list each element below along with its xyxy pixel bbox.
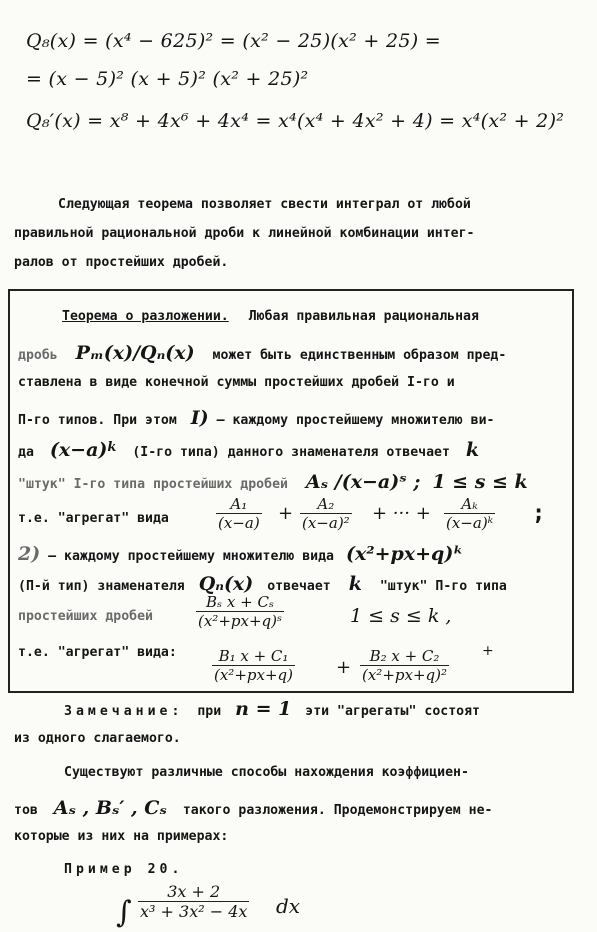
formula-q8-factorization: Q₈(x) = (x⁴ − 625)² = (x² − 25)(x² + 25) =: [26, 30, 441, 52]
fraction-denominator: (x²+px+q)ˢ: [198, 612, 283, 630]
theorem-line-5-text-a: да: [18, 445, 34, 460]
theorem-type1-range: 1 ≤ s ≤ k: [432, 471, 528, 493]
theorem-line-9-text-a: (П-й тип) знаменателя: [18, 579, 185, 594]
formula-q8-prime: Q₈′(x) = x⁸ + 4x⁶ + 4x⁴ = x⁴(x⁴ + 4x² + 4) = x⁴(x² + 2)²: [26, 110, 565, 132]
theorem-line-2: [18, 342, 506, 364]
methods-line-2-text-a: тов: [14, 803, 38, 818]
fraction-denominator: (x²+px+q)²: [362, 666, 447, 684]
fraction-denominator: (x−a): [218, 514, 260, 532]
theorem-line-2-word: дробь: [18, 348, 58, 363]
methods-line-3: которые из них на примерах:: [14, 829, 229, 844]
theorem-line-4: [18, 407, 494, 429]
remark-line-1: [64, 698, 480, 720]
theorem-linear-factor: (x−a): [49, 439, 108, 461]
methods-line-2: [14, 797, 493, 819]
fraction-numerator: A₂: [317, 495, 335, 513]
integral-sign-icon: ∫: [116, 895, 132, 930]
plus-sign-trailing: +: [482, 643, 494, 659]
fraction-numerator: B₂ x + C₂: [369, 647, 440, 665]
aggregate2-fraction-2: [360, 647, 449, 684]
methods-coefficients: Aₛ , Bₛ′ , Cₛ: [53, 797, 167, 819]
type2-range: 1 ≤ s ≤ k ,: [350, 605, 452, 627]
plus-sign: +: [278, 503, 294, 524]
theorem-line-1-text: Любая правильная рациональная: [248, 309, 479, 324]
example-integrand: [138, 882, 249, 921]
remark-line-2: из одного слагаемого.: [14, 731, 181, 746]
fraction-denominator: (x−a)ᵏ: [446, 514, 494, 532]
theorem-box: [8, 289, 574, 693]
methods-line-2-text-b: такого разложения. Продемонстрируем не-: [182, 803, 493, 818]
theorem-line-6-text: "штук" I-го типа простейших дробей: [18, 477, 288, 492]
theorem-line-1: [62, 309, 479, 324]
intro-paragraph: [14, 190, 584, 277]
aggregate1-fraction-a1: [216, 495, 262, 532]
theorem-quadratic-factor: (x²+px+q)ᵏ: [345, 543, 464, 565]
semicolon: ;: [532, 501, 546, 526]
type2-fraction: [196, 593, 284, 630]
theorem-line-2-text: может быть единственным образом пред-: [212, 348, 507, 363]
ellipsis-plus: + ··· +: [372, 503, 431, 524]
example-dx: dx: [276, 894, 301, 918]
theorem-line-7-text: т.е. "агрегат" вида: [18, 511, 169, 526]
remark-text-b: эти "агрегаты" состоят: [305, 704, 480, 719]
theorem-line-6: [18, 471, 528, 493]
theorem-k-symbol: k: [465, 439, 480, 461]
theorem-line-9: [18, 573, 507, 595]
aggregate1-fraction-ak: [444, 495, 495, 532]
integrand-numerator: 3x + 2: [167, 882, 221, 901]
integrand-denominator: x³ + 3x² − 4x: [140, 902, 248, 921]
intro-line-1: Следующая теорема позволяет свести интеграл от любой: [58, 197, 471, 212]
theorem-line-5-text-b: (I-го типа) данного знаменателя отвечает: [132, 445, 450, 460]
remark-label: Замечание:: [64, 704, 184, 719]
theorem-line-8: [18, 543, 463, 565]
theorem-linear-factor-exponent: k: [107, 439, 117, 455]
theorem-line-4-text-a: П-го типов. При этом: [18, 413, 177, 428]
fraction-numerator: B₁ x + C₁: [218, 647, 289, 665]
methods-line-1: Существуют различные способы нахождения коэффициен-: [64, 765, 469, 780]
intro-line-2: правильной рациональной дроби к линейной комбинации интег-: [14, 226, 475, 241]
theorem-item-2-marker: 2): [18, 543, 41, 565]
aggregate2-fraction-1: [212, 647, 295, 684]
theorem-item-1-marker: I): [190, 407, 209, 429]
theorem-line-4-text-b: – каждому простейшему множителю ви-: [216, 413, 495, 428]
theorem-line-9-text-c: "штук" П-го типа: [379, 579, 507, 594]
formula-q8-squared-factors: = (x − 5)² (x + 5)² (x² + 25)²: [26, 68, 309, 90]
plus-sign: +: [336, 657, 352, 678]
fraction-denominator: (x²+px+q): [214, 666, 293, 684]
theorem-line-10-text: простейших дробей: [18, 609, 153, 624]
fraction-denominator: (x−a)²: [302, 514, 350, 532]
fraction-numerator: Bₛ x + Cₛ: [206, 593, 274, 611]
theorem-line-5: [18, 439, 479, 461]
theorem-k-symbol-2: k: [348, 573, 362, 595]
aggregate1-fraction-a2: [300, 495, 352, 532]
fraction-numerator: A₁: [230, 495, 248, 513]
theorem-line-3: ставлена в виде конечной суммы простейших дробей I-го и: [18, 375, 455, 390]
theorem-line-8-text: – каждому простейшему множителю вида: [48, 549, 334, 564]
theorem-type1-fraction: Aₛ /(x−a)ˢ ;: [305, 471, 421, 493]
example-label: Пример 20.: [64, 862, 184, 877]
remark-text-a: при: [197, 704, 222, 719]
theorem-line-11-text: т.е. "агрегат" вида:: [18, 645, 177, 660]
theorem-line-9-text-b: отвечает: [267, 579, 331, 594]
fraction-numerator: Aₖ: [461, 495, 478, 513]
remark-n-equals-1: n = 1: [235, 698, 292, 720]
theorem-pm-qn-formula: Pₘ(x)/Qₙ(x): [75, 342, 195, 364]
theorem-title: Теорема о разложении.: [62, 309, 229, 324]
theorem-qn-formula: Qₙ(x): [198, 573, 254, 595]
intro-line-3: ралов от простейших дробей.: [14, 255, 229, 270]
